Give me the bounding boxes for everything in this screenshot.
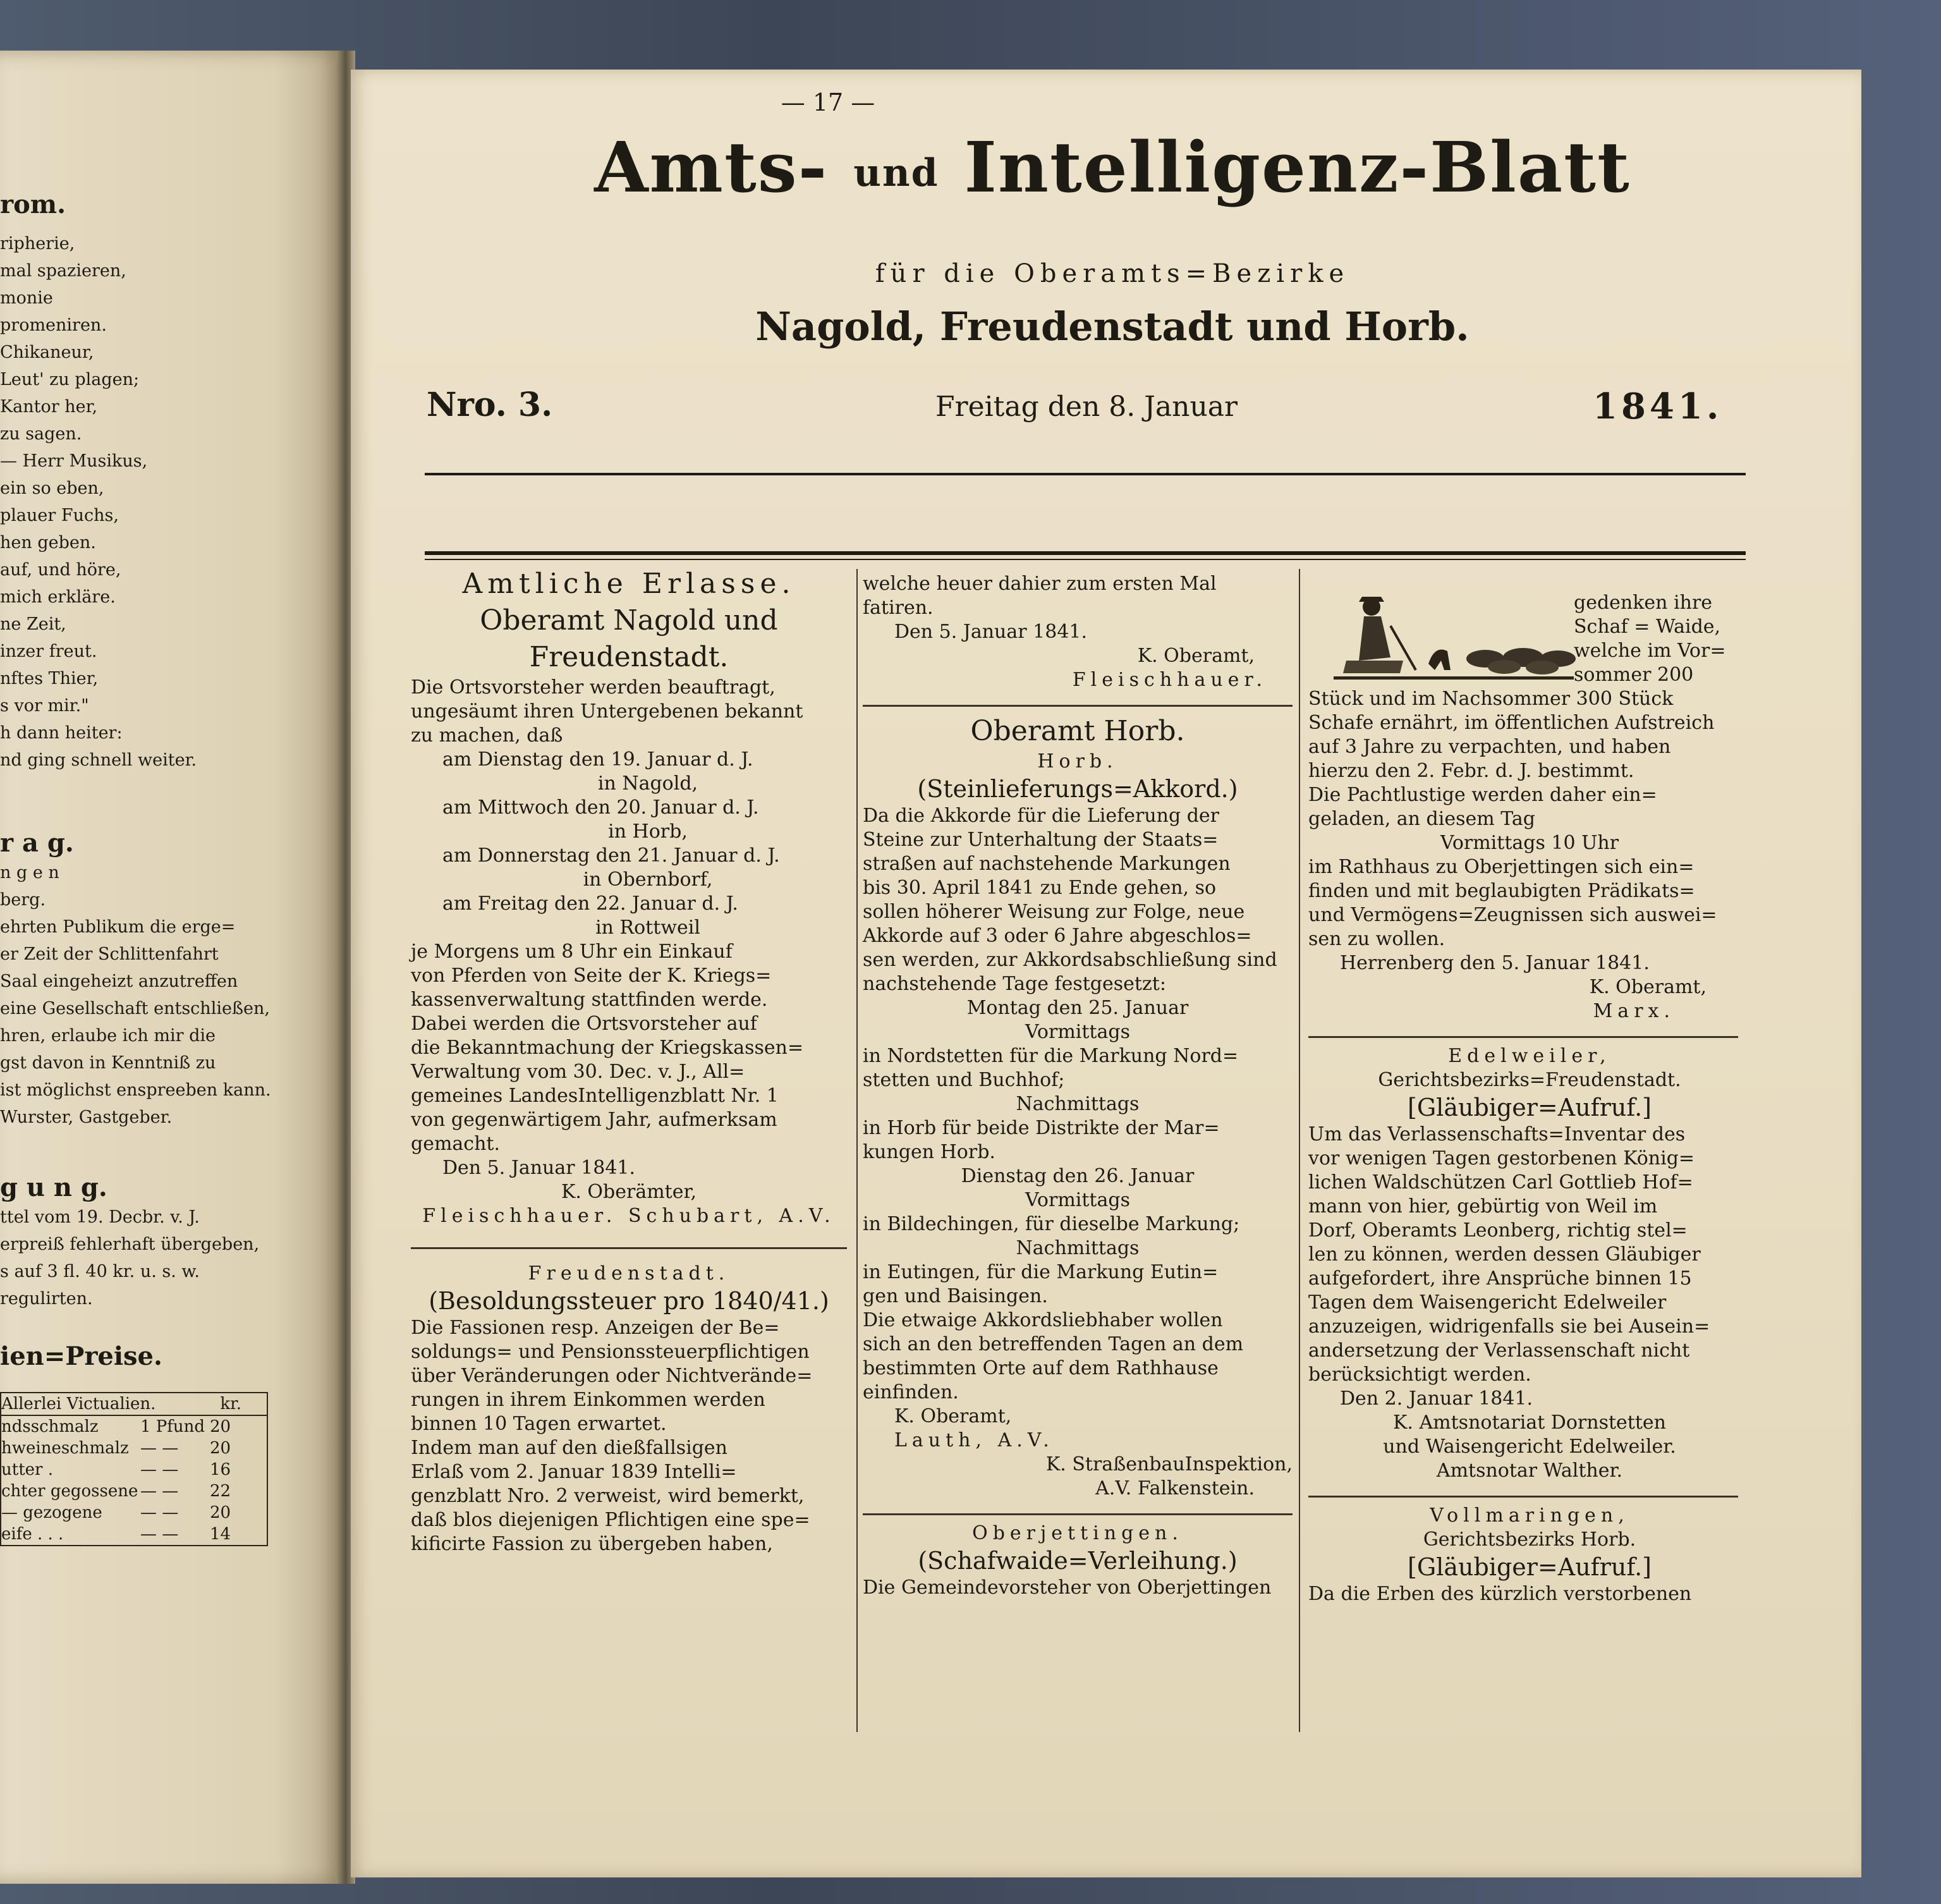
signature-amtsnotar: Amtsnotar Walther. (1436, 1460, 1623, 1482)
schafwaide-text-2 (1308, 687, 1751, 783)
left-heading: rom. (0, 190, 66, 219)
table-cell-qty: — — (140, 1460, 179, 1479)
text-line: Erlaß vom 2. Januar 1839 Intelli= (411, 1461, 737, 1483)
table-row (1, 1480, 267, 1502)
signature-office: K. Oberämter, (561, 1181, 697, 1203)
text-line: Da die Erben des kürzlich verstorbenen (1308, 1583, 1692, 1605)
court-horb: Gerichtsbezirks Horb. (1423, 1529, 1636, 1551)
office-horb: Oberamt Horb. (970, 715, 1185, 747)
place-edelweiler: Edelweiler, (1448, 1045, 1611, 1067)
left-text-line: ttel vom 19. Decbr. v. J. (0, 1207, 200, 1227)
text-line: Dabei werden die Ortsvorsteher auf (411, 1013, 757, 1035)
text-line: fatiren. (863, 597, 934, 619)
text-line: in Eutingen, für die Markung Eutin= (863, 1261, 1219, 1283)
text-line: Die Gemeindevorsteher von Oberjettingen (863, 1577, 1272, 1599)
date-location: in Horb, (608, 821, 688, 843)
left-text-line: berg. (0, 890, 46, 910)
text-line: Schafe ernährt, im öffentlichen Aufstreich (1308, 712, 1715, 734)
text-line: binnen 10 Tagen erwartet. (411, 1413, 667, 1435)
text-line: Um das Verlassenschafts=Inventar des (1308, 1123, 1686, 1145)
place-freudenstadt: Freudenstadt. (528, 1262, 730, 1285)
text-line: Akkorde auf 3 oder 6 Jahre abgeschlos= (863, 925, 1252, 947)
issue-year: 1841. (1593, 386, 1723, 427)
left-text-line: ist möglichst enspreeben kann. (0, 1080, 271, 1100)
date-line: am Donnerstag den 21. Januar d. J. (442, 845, 780, 867)
text-line: von Pferden von Seite der K. Kriegs= (411, 965, 772, 987)
masthead-subtitle: für die Oberamts=Bezirke (875, 259, 1350, 288)
date-line: am Mittwoch den 20. Januar d. J. (442, 796, 759, 819)
table-cell-item: — gezogene (1, 1503, 102, 1522)
table-cell-qty: — — (140, 1525, 179, 1544)
title-und: und (853, 151, 939, 196)
glaeubiger-title-2: [Gläubiger=Aufruf.] (1408, 1553, 1652, 1581)
date-tuesday: Dienstag den 26. Januar (961, 1165, 1195, 1187)
title-intelligenz-blatt: Intelligenz-Blatt (964, 126, 1631, 208)
left-text-line: hren, erlaube ich mir die (0, 1026, 216, 1046)
place-horb: Horb. (1037, 750, 1118, 772)
text-line: die Bekanntmachung der Kriegskassen= (411, 1037, 804, 1059)
left-text-line: s auf 3 fl. 40 kr. u. s. w. (0, 1262, 200, 1281)
table-cell-item: ndsschmalz (1, 1417, 99, 1436)
location-horb (863, 1116, 1293, 1164)
place-vollmaringen: Vollmaringen, (1430, 1504, 1629, 1527)
left-text-line: Chikaneur, (0, 343, 94, 362)
text-line: andersetzung der Verlassenschaft nicht (1308, 1340, 1690, 1362)
table-cell-item: hweineschmalz (1, 1439, 129, 1458)
text-line: Die etwaige Akkordsliebhaber wollen (863, 1309, 1223, 1331)
left-text-line: nftes Thier, (0, 669, 99, 688)
text-line: Da die Akkorde für die Lieferung der (863, 805, 1220, 827)
table-cell-price: 16 (210, 1460, 231, 1479)
date-line: am Dienstag den 19. Januar d. J. (442, 748, 753, 771)
text-line: nachstehende Tage festgesetzt: (863, 973, 1166, 995)
schafwaide-text-3 (1308, 855, 1751, 951)
victualien-price-table (0, 1392, 268, 1546)
section-rule (411, 1247, 847, 1249)
masthead-rule-double (425, 551, 1746, 555)
table-row (1, 1523, 267, 1545)
text-line: sen zu wollen. (1308, 928, 1445, 950)
table-row (1, 1459, 267, 1480)
text-line: kassenverwaltung stattfinden werde. (411, 989, 768, 1011)
text-line: Stück und im Nachsommer 300 Stück (1308, 688, 1674, 710)
table-cell-price: 22 (210, 1482, 231, 1501)
table-cell-qty: — — (140, 1503, 179, 1522)
text-line: Dorf, Oberamts Leonberg, richtig stel= (1308, 1219, 1688, 1242)
left-text-line: inzer freut. (0, 642, 97, 661)
text-line: im Rathhaus zu Oberjettingen sich ein= (1308, 856, 1695, 878)
instructions-text (863, 1309, 1293, 1405)
left-text-line: nd ging schnell weiter. (0, 750, 197, 770)
text-line: Tagen dem Waisengericht Edelweiler (1308, 1291, 1667, 1314)
masthead-rule-top (425, 473, 1746, 475)
column-divider-1 (856, 569, 858, 1732)
location-nordstetten (863, 1044, 1293, 1092)
woodcut-caption-text (1308, 591, 1751, 687)
column-2 (863, 572, 1293, 1600)
left-text-line: gst davon in Kenntniß zu (0, 1053, 216, 1073)
text-line: anzuzeigen, widrigenfalls sie bei Ausein= (1308, 1315, 1710, 1338)
left-text-line: hen geben. (0, 533, 96, 552)
left-text-line: monie (0, 288, 53, 308)
signature-inspektion: K. StraßenbauInspektion, (1045, 1453, 1293, 1475)
text-line: gemeines LandesIntelligenzblatt Nr. 1 (411, 1085, 779, 1107)
date-monday: Montag den 25. Januar (966, 997, 1189, 1019)
masthead-rule-thin (425, 559, 1746, 560)
left-text-line: auf, und höre, (0, 560, 121, 580)
table-unit-header: kr. (220, 1394, 241, 1413)
text-line: kificirte Fassion zu übergeben haben, (411, 1533, 773, 1555)
table-cell-qty: — — (140, 1439, 179, 1458)
left-text-line: s vor mir." (0, 696, 89, 716)
dateline: Den 5. Januar 1841. (442, 1157, 636, 1179)
column-1 (411, 566, 847, 1556)
date-location: in Nagold, (597, 772, 698, 795)
label-nachmittags: Nachmittags (1016, 1093, 1140, 1115)
signature-office: K. Oberamt, (894, 1405, 1012, 1427)
title-amts: Amts- (594, 126, 829, 208)
text-line: gedenken ihre (1574, 592, 1713, 614)
glaeubiger-text-2 (1308, 1582, 1751, 1606)
left-text-line: plauer Fuchs, (0, 506, 119, 525)
text-line: ungesäumt ihren Untergebenen bekannt (411, 700, 803, 723)
text-line: Die Fassionen resp. Anzeigen der Be= (411, 1317, 780, 1339)
text-line: welche heuer dahier zum ersten Mal (863, 573, 1217, 595)
office-title-2: Freudenstadt. (529, 641, 729, 673)
table-cell-price: 14 (210, 1525, 231, 1544)
text-line: Steine zur Unterhaltung der Staats= (863, 829, 1219, 851)
text-line: gen und Baisingen. (863, 1285, 1048, 1307)
text-line: sen werden, zur Akkordsabschließung sind (863, 949, 1277, 971)
text-line: gemacht. (411, 1133, 501, 1155)
text-line: sich an den betreffenden Tagen an dem (863, 1333, 1244, 1355)
text-line: in Horb für beide Distrikte der Mar= (863, 1117, 1220, 1139)
location-eutingen (863, 1260, 1293, 1309)
besoldung-text-2 (411, 1436, 847, 1556)
text-line: Schaf = Waide, (1574, 616, 1721, 638)
left-heading: r a g. (0, 828, 74, 858)
signature-office: K. Oberamt, (1137, 645, 1255, 667)
section-rule (863, 1513, 1293, 1515)
dateline: Den 5. Januar 1841. (894, 621, 1088, 643)
signature-lauth: Lauth, A.V. (894, 1429, 1054, 1451)
section-rule (1308, 1036, 1738, 1038)
text-line: straßen auf nachstehende Markungen (863, 853, 1231, 875)
text-line: auf 3 Jahre zu verpachten, und haben (1308, 736, 1671, 758)
left-heading: g u n g. (0, 1173, 107, 1202)
left-text-line: Kantor her, (0, 397, 98, 417)
column-3 (1308, 591, 1751, 1606)
label-nachmittags: Nachmittags (1016, 1237, 1140, 1259)
issue-date: Freitag den 8. Januar (935, 391, 1238, 423)
section-rule (863, 705, 1293, 707)
notice-text (411, 1012, 847, 1156)
text-line: lichen Waldschützen Carl Gottlieb Hof= (1308, 1171, 1693, 1193)
place-oberjettingen: Oberjettingen. (972, 1522, 1183, 1544)
text-line: berücksichtigt werden. (1308, 1364, 1531, 1386)
purchase-dates (411, 748, 847, 940)
signature-names: Fleischhauer. Schubart, A.V. (422, 1205, 836, 1227)
text-line: len zu können, werden dessen Gläubiger (1308, 1243, 1701, 1266)
text-line: von gegenwärtigem Jahr, aufmerksam (411, 1109, 777, 1131)
schafwaide-invitation (1308, 783, 1751, 831)
text-line: vor wenigen Tagen gestorbenen König= (1308, 1147, 1695, 1169)
text-line: in Bildechingen, für dieselbe Markung; (863, 1213, 1240, 1235)
left-text-line: mich erkläre. (0, 587, 116, 607)
intro-text (411, 676, 847, 748)
dateline-herrenberg: Herrenberg den 5. Januar 1841. (1340, 952, 1650, 974)
glaeubiger-text (1308, 1123, 1751, 1387)
left-text-line: n g e n (0, 863, 59, 882)
left-text-line: — Herr Musikus, (0, 451, 148, 471)
text-line: einfinden. (863, 1381, 959, 1403)
text-line: bestimmten Orte auf dem Rathhause (863, 1357, 1219, 1379)
left-heading: ien=Preise. (0, 1341, 162, 1371)
signature-falkenstein: A.V. Falkenstein. (1095, 1477, 1255, 1499)
office-title-1: Oberamt Nagold und (480, 604, 778, 637)
schafwaide-title: (Schafwaide=Verleihung.) (918, 1547, 1238, 1575)
steinlieferung-text (863, 804, 1293, 996)
text-line: und Vermögens=Zeugnissen sich auswei= (1308, 904, 1717, 926)
label-vormittags: Vormittags (1025, 1189, 1130, 1211)
left-text-line: eine Gesellschaft entschließen, (0, 999, 270, 1018)
table-cell-price: 20 (210, 1417, 231, 1436)
text-line: hierzu den 2. Febr. d. J. bestimmt. (1308, 760, 1634, 782)
text-line: sollen höherer Weisung zur Folge, neue (863, 901, 1245, 923)
text-line: soldungs= und Pensionssteuerpflichtigen (411, 1341, 810, 1363)
label-vormittags: Vormittags (1025, 1021, 1130, 1043)
dateline-edelweiler: Den 2. Januar 1841. (1340, 1388, 1533, 1410)
signature-amtsnotariat: K. Amtsnotariat Dornstetten (1393, 1412, 1666, 1434)
text-line: zu machen, daß (411, 724, 563, 747)
text-line: geladen, an diesem Tag (1308, 808, 1535, 830)
section-rule (1308, 1496, 1738, 1498)
text-line: Die Pachtlustige werden daher ein= (1308, 784, 1657, 806)
text-line: je Morgens um 8 Uhr ein Einkauf (411, 941, 733, 963)
table-cell-item: utter . (1, 1460, 53, 1479)
left-text-line: ne Zeit, (0, 614, 66, 634)
date-location: in Rottweil (595, 917, 700, 939)
left-text-line: erpreiß fehlerhaft übergeben, (0, 1235, 260, 1254)
text-line: genzblatt Nro. 2 verweist, wird bemerkt, (411, 1485, 805, 1507)
issue-number: Nro. 3. (427, 386, 553, 424)
signature-waisengericht: und Waisengericht Edelweiler. (1383, 1436, 1676, 1458)
masthead-districts: Nagold, Freudenstadt und Horb. (755, 303, 1469, 350)
left-text-line: ripherie, (0, 234, 75, 253)
table-cell-item: chter gegossene (1, 1482, 138, 1501)
left-text-line: zu sagen. (0, 424, 82, 444)
left-page (0, 51, 344, 1884)
schafwaide-text (863, 1576, 1293, 1600)
text-line: Indem man auf den dießfallsigen (411, 1437, 728, 1459)
text-line: sommer 200 (1574, 664, 1694, 686)
besoldung-text (411, 1316, 847, 1436)
left-text-line: er Zeit der Schlittenfahrt (0, 944, 219, 964)
left-text-line: h dann heiter: (0, 723, 123, 743)
table-row (1, 1437, 267, 1459)
left-text-line: mal spazieren, (0, 261, 126, 281)
section-title: Amtliche Erlasse. (462, 568, 796, 600)
page-number: — 17 — (781, 88, 875, 116)
time-vormittags: Vormittags 10 Uhr (1440, 832, 1619, 854)
glaeubiger-title: [Gläubiger=Aufruf.] (1408, 1094, 1652, 1121)
court-freudenstadt: Gerichtsbezirks=Freudenstadt. (1378, 1069, 1681, 1091)
left-text-line: ehrten Publikum die erge= (0, 917, 236, 937)
table-cell-price: 20 (210, 1503, 231, 1522)
date-line: am Freitag den 22. Januar d. J. (442, 893, 738, 915)
signature-name: Fleischhauer. (1072, 669, 1267, 691)
table-header: Allerlei Victualien. (1, 1394, 156, 1413)
text-line: mann von hier, gebürtig von Weil im (1308, 1195, 1658, 1217)
steinlieferung-title: (Steinlieferungs=Akkord.) (917, 775, 1238, 803)
continuation-text (863, 572, 1293, 620)
left-text-line: ein so eben, (0, 479, 104, 498)
purchase-text (411, 940, 847, 1012)
text-line: Die Ortsvorsteher werden beauftragt, (411, 676, 776, 699)
left-text-line: promeniren. (0, 315, 107, 335)
text-line: in Nordstetten für die Markung Nord= (863, 1045, 1239, 1067)
signature-marx: Marx. (1593, 1000, 1675, 1022)
table-cell-item: eife . . . (1, 1525, 64, 1544)
table-row (1, 1502, 267, 1523)
table-cell-qty: 1 Pfund (140, 1417, 205, 1436)
text-line: Verwaltung vom 30. Dec. v. J., All= (411, 1061, 745, 1083)
location-bildechingen (863, 1212, 1293, 1236)
text-line: kungen Horb. (863, 1141, 995, 1163)
text-line: daß blos diejenigen Pflichtigen eine spe= (411, 1509, 810, 1531)
besoldung-title: (Besoldungssteuer pro 1840/41.) (429, 1287, 829, 1315)
left-text-line: Saal eingeheizt anzutreffen (0, 972, 238, 991)
table-cell-qty: — — (140, 1482, 179, 1501)
text-line: stetten und Buchhof; (863, 1069, 1065, 1091)
signature-office: K. Oberamt, (1589, 976, 1707, 998)
left-text-line: Leut' zu plagen; (0, 370, 140, 389)
text-line: rungen in ihrem Einkommen werden (411, 1389, 765, 1411)
text-line: welche im Vor= (1574, 640, 1726, 662)
table-row (1, 1416, 267, 1437)
date-location: in Obernborf, (583, 869, 713, 891)
text-line: finden und mit beglaubigten Prädikats= (1308, 880, 1695, 902)
text-line: bis 30. April 1841 zu Ende gehen, so (863, 877, 1217, 899)
masthead-title (392, 126, 1833, 208)
left-text-line: Wurster, Gastgeber. (0, 1108, 173, 1127)
text-line: über Veränderungen oder Nichtverände= (411, 1365, 813, 1387)
left-text-line: regulirten. (0, 1289, 93, 1309)
column-divider-2 (1299, 569, 1300, 1732)
table-cell-price: 20 (210, 1439, 231, 1458)
text-line: aufgefordert, ihre Ansprüche binnen 15 (1308, 1267, 1692, 1290)
